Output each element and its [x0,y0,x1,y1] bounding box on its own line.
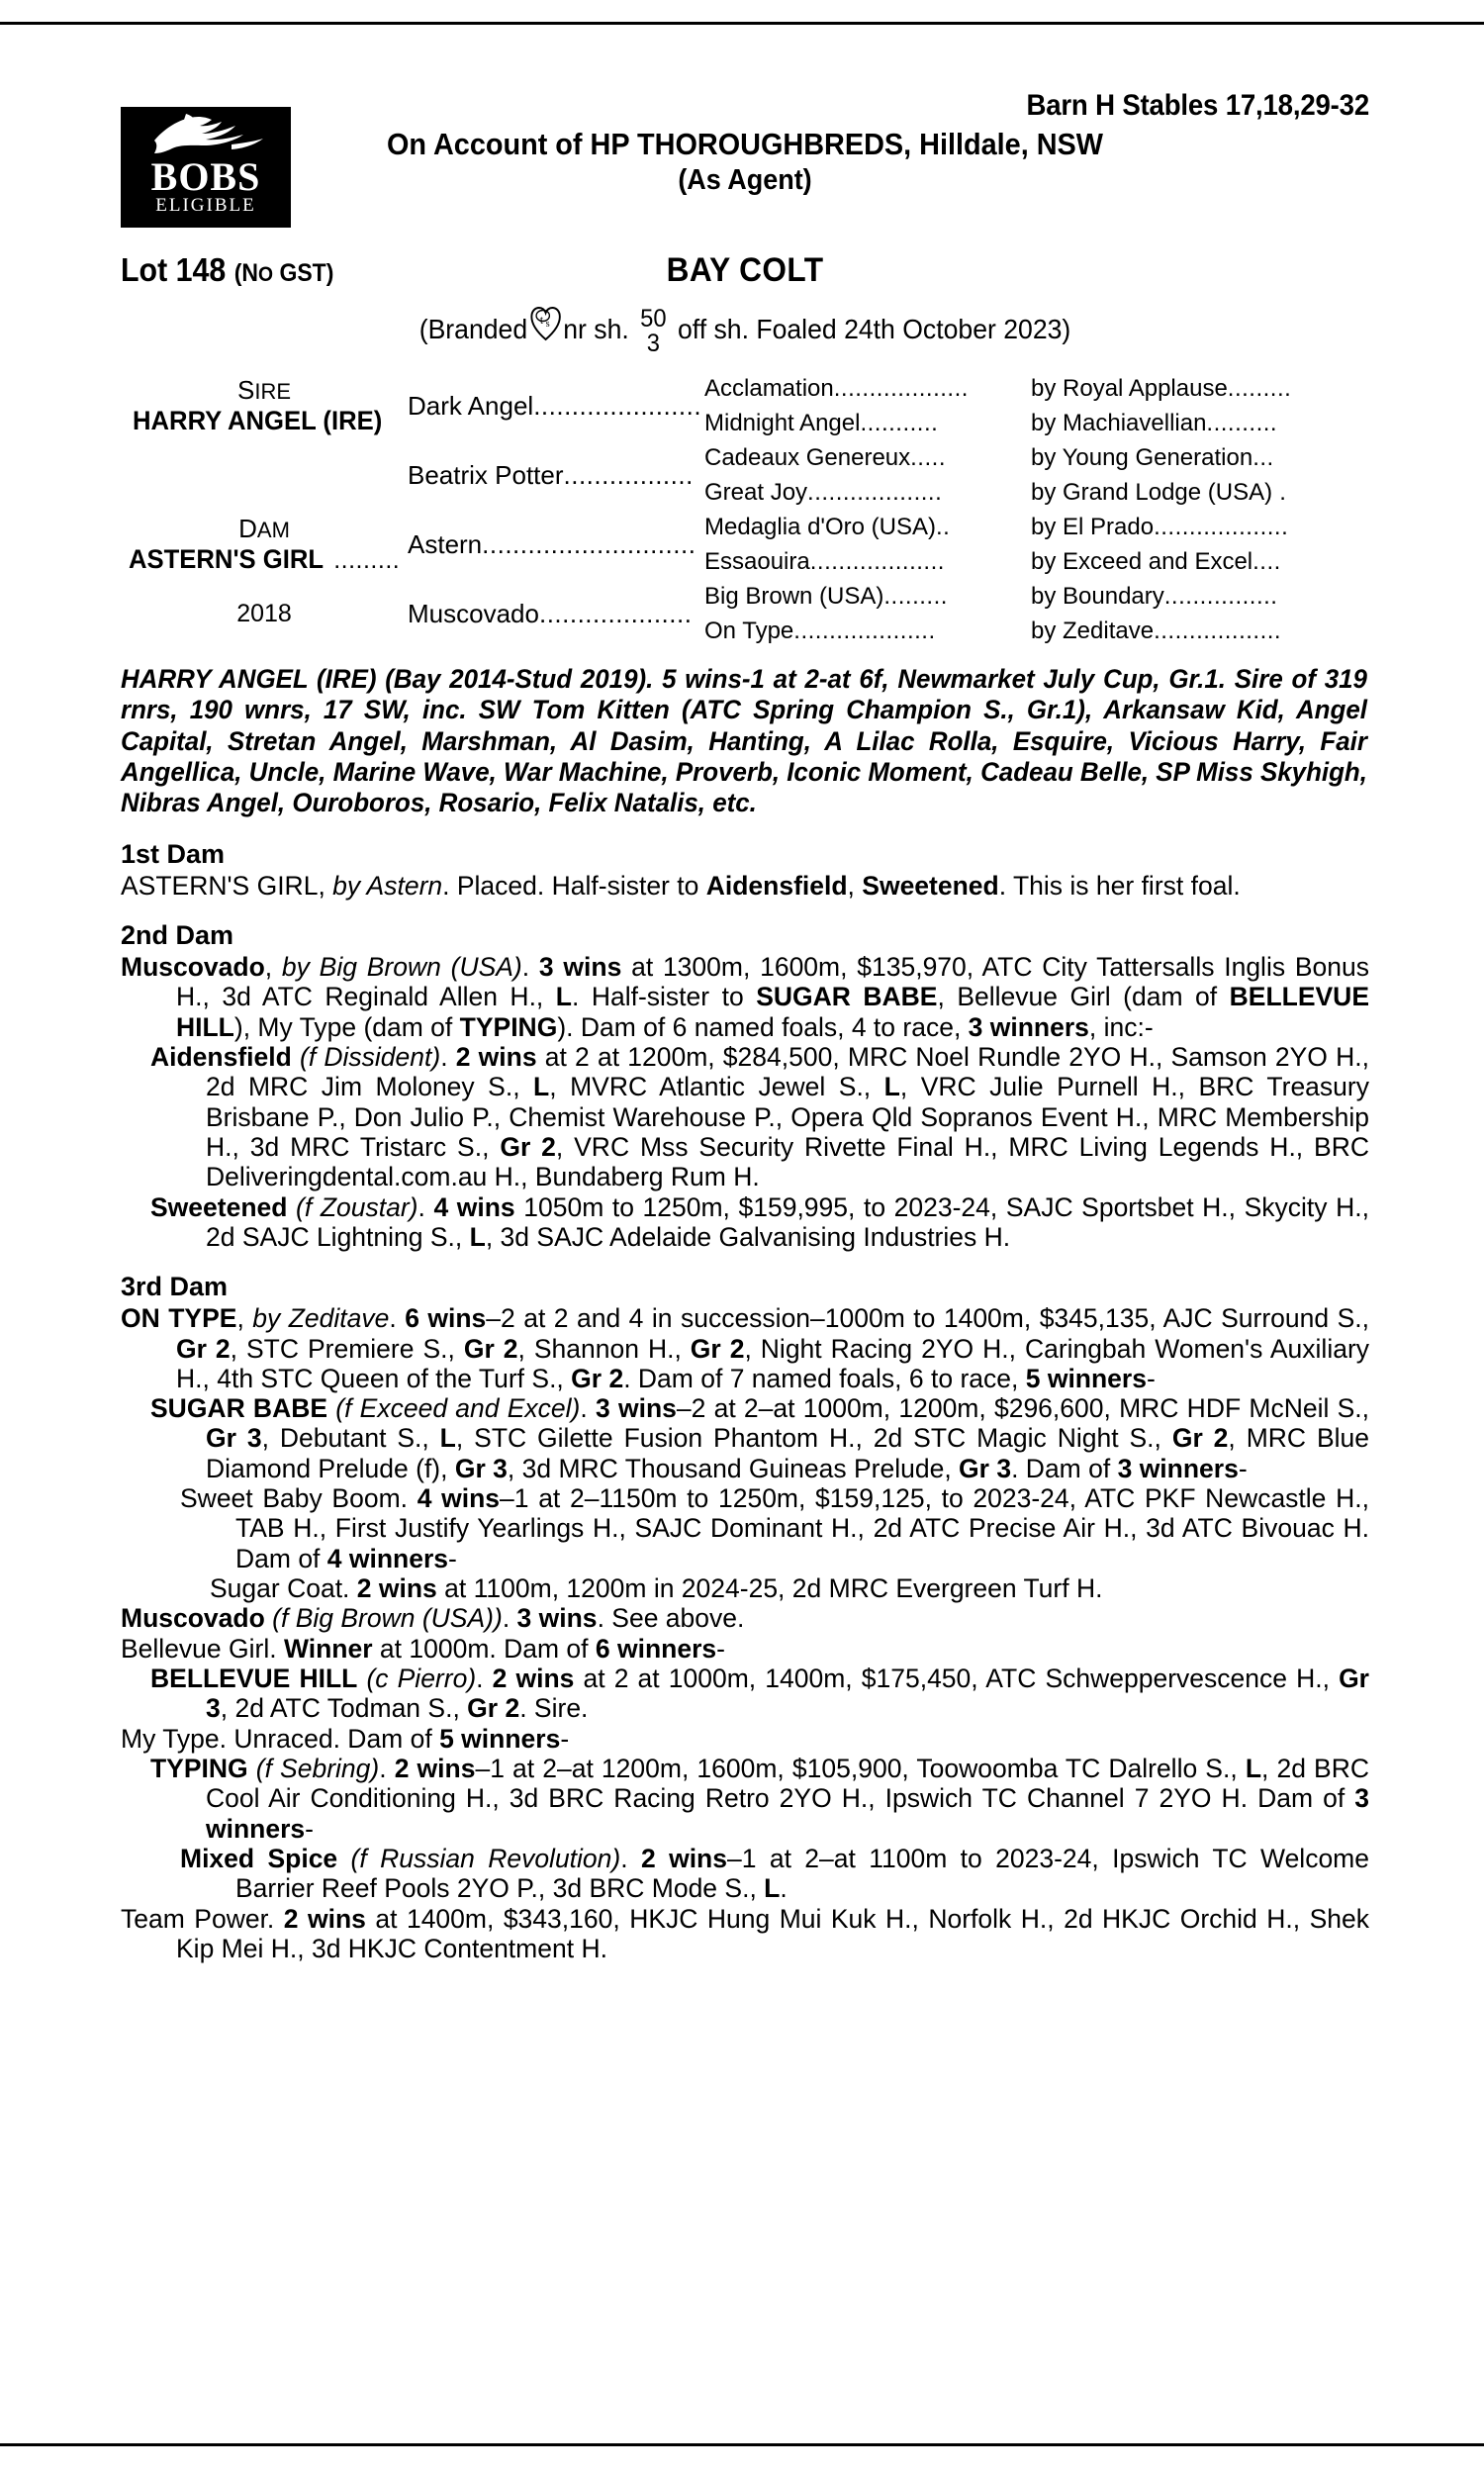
gen4-dots-8: .................. [1154,617,1282,644]
progeny-entry: My Type. Unraced. Dam of 5 winners- [121,1723,570,1754]
gen2-name-4: Muscovado [408,598,539,628]
progeny-name: Team Power. [121,1903,275,1934]
gen4-name-6: by Exceed and Excel [1031,547,1253,575]
barn-stables-line: Barn H Stables 17,18,29-32 [1026,89,1369,122]
gen4-cell-7 [1031,579,1369,614]
progeny-entry: Sweet Baby Boom. 4 wins–1 at 2–1150m to 1250m, $159,125, to 2023-24, ATC PKF Newcastle H., TAB H., First Justify Yearlings H., SAJC Dominant H., 2d ATC Precise Air H., 3d ATC Bivouac H. Dam of 4 winners- [180,1483,1369,1573]
dam-sire: by Big Brown (USA) [281,951,522,982]
progeny-entry: Bellevue Girl. Winner at 1000m. Dam of 6 winners- [121,1633,725,1664]
emphasis-token: L [469,1221,486,1252]
gen4-cell-8 [1031,614,1369,648]
progeny-sire: (f Sebring) [255,1754,380,1784]
dam-name-wrap [121,544,408,575]
progeny-name: Aidensfield [150,1041,292,1072]
gen3-cell-6 [704,544,1031,579]
gen2-cell-1 [408,371,704,440]
wins-count: Winner [283,1633,373,1664]
dam-name: ASTERN'S GIRL [128,544,324,574]
third-dam-progeny-list [121,1393,1369,1963]
emphasis-token: Gr 2 [500,1131,556,1162]
dam-label: DAM [238,514,290,543]
emphasis-token: Gr 2 [467,1693,520,1724]
progeny-entry: Sweetened (f Zoustar). 4 wins 1050m to 1250m, $159,995, to 2023-24, SAJC Sportsbet H., Skycity H., 2d SAJC Lightning S., L, 3d SAJC Adelaide Galvanising Industries H. [150,1191,1369,1252]
gen3-name-2: Midnight Angel [704,409,861,436]
emphasis-token: Gr 3 [959,1453,1012,1483]
gen3-dots-6: ................... [809,547,945,575]
brand-mid: nr sh. [563,313,629,344]
gen4-dots-2: .......... [1206,409,1278,436]
relative-name: Aidensfield [705,870,848,901]
gen2-cell-4 [408,579,704,648]
emphasis-token: L [439,1423,456,1454]
gen2-dots-3: ............................ [482,528,696,559]
dam-name: ON TYPE [121,1303,237,1334]
gen4-dots-1: ......... [1227,374,1292,402]
progeny-entry: Aidensfield (f Dissident). 2 wins at 2 at 1200m, $284,500, MRC Noel Rundle 2YO H., Samson 2YO H., 2d MRC Jim Moloney S., L, MVRC Atlantic Jewel S., L, VRC Julie Purnell H., BRC Treasury Brisbane P., Don Julio P., Chemist Warehouse P., Opera Qld Sopranos Event H., MRC Membership H., 3d MRC Tristarc S., Gr 2, VRC Mss Security Rivette Final H., MRC Living Legends H., BRC Deliveringdental.com.au H., Bundaberg Rum H. [150,1041,1370,1192]
grade-marker: Gr 2 [463,1333,518,1364]
gen4-cell-2 [1031,406,1369,440]
wins-count: 2 wins [455,1041,537,1072]
pedigree-table [121,371,1369,648]
relative-name: BELLEVUE HILL [176,982,1369,1042]
progeny-name: Muscovado [121,1603,265,1634]
relative-name: SUGAR BABE [756,982,938,1012]
progeny-entry: TYPING (f Sebring). 2 wins–1 at 2–at 1200m, 1600m, $105,900, Toowoomba TC Dalrello S., L, 2d BRC Cool Air Conditioning H., 3d BRC Racing Retro 2YO H., Ipswich TC Channel 7 2YO H. Dam of 3 winners- [150,1754,1369,1844]
gen3-cell-2 [704,406,1031,440]
progeny-name: BELLEVUE HILL [150,1664,358,1694]
gen3-dots-3: ..... [910,443,946,471]
lot-line [121,251,1369,299]
gen3-dots-2: ........... [860,409,939,436]
wins-count: Unraced. [233,1723,340,1754]
bottom-rule [0,2443,1484,2446]
gen3-cell-4 [704,475,1031,510]
gen2-cell-2 [408,440,704,510]
second-dam-header: 2nd Dam [121,919,234,950]
sire-description: HARRY ANGEL (IRE) (Bay 2014-Stud 2019). 5 wins-1 at 2-at 6f, Newmarket July Cup, Gr.1. Sire of 319 rnrs, 190 wnrs, 17 SW, inc. SW Tom Kitten (ATC Spring Champion S., Gr.1), Arkansaw Kid, Angel Capital, Stretan Angel, Marshman, Al Dasim, Hanting, A Lilac Rolla, Esquire, Vicious Harry, Fair Angellica, Uncle, Marine Wave, War Machine, Proverb, Iconic Moment, Cadeau Belle, SP Miss Skyhigh, Nibras Angel, Ouroboros, Rosario, Felix Natalis, etc. [121,664,1367,818]
agent-line: (As Agent) [678,164,812,196]
progeny-entry: BELLEVUE HILL (c Pierro). 2 wins at 2 at 1000m, 1400m, $175,450, ATC Schweppervescence H., Gr 3, 2d ATC Todman S., Gr 2. Sire. [150,1664,1369,1724]
gen4-cell-6 [1031,544,1369,579]
ts-heart-brand-icon [529,305,561,342]
sire-label: SIRE [236,375,292,405]
gen3-name-8: On Type [704,617,794,644]
progeny-name: TYPING [150,1754,248,1784]
gen4-name-3: by Young Generation [1031,443,1253,471]
listed-marker: L [555,982,572,1012]
dam-sire: by Zeditave [252,1303,390,1334]
gen4-name-2: by Machiavellian [1031,409,1207,436]
gen3-dots-5: .. [936,513,951,540]
wins-count: 3 wins [516,1603,598,1634]
account-line: On Account of HP THOROUGHBREDS, Hilldale, NSW [386,127,1103,161]
gen3-name-3: Cadeaux Genereux [704,443,911,471]
progeny-name: Bellevue Girl. [121,1633,277,1664]
winners-count: 5 winners [1025,1363,1147,1393]
grade-marker: Gr 2 [176,1333,231,1364]
progeny-name: Sweet Baby Boom. [180,1483,409,1514]
gen3-dots-1: ................... [833,374,969,402]
wins-count: 3 wins [596,1393,677,1424]
grade-marker: Gr 2 [571,1363,624,1393]
emphasis-token: L [533,1072,550,1102]
emphasis-token: Gr 3 [206,1664,1369,1724]
brand-number-bottom: 3 [646,329,660,357]
gen3-cell-1 [704,371,1031,406]
wins-count: 2 wins [283,1903,366,1934]
dam-cell [121,510,408,579]
gen3-name-7: Big Brown (USA) [704,582,884,610]
dam-name: ASTERN'S GIRL [121,870,319,901]
third-dam-entry: ON TYPE, by Zeditave. 6 wins–2 at 2 and 4 in succession–1000m to 1400m, $345,135, AJC Surround S., Gr 2, STC Premiere S., Gr 2, Shannon H., Gr 2, Night Racing 2YO H., Caringbah Women's Auxiliary H., 4th STC Queen of the Turf S., Gr 2. Dam of 7 named foals, 6 to race, 5 winners- [121,1303,1370,1393]
svg-text:t: t [539,313,543,327]
gen2-dots-2: ................. [563,459,694,490]
progeny-name: My Type. [121,1723,228,1754]
progeny-name: SUGAR BABE [150,1393,328,1424]
gen3-name-6: Essaouira [704,547,810,575]
gen2-dots-4: .................... [538,598,693,628]
gen4-dots-7: ................ [1163,582,1278,610]
gen4-name-1: by Royal Applause [1031,374,1228,402]
progeny-sire: (c Pierro) [366,1664,477,1694]
sire-cell [121,371,408,440]
gen2-name-2: Beatrix Potter [408,459,564,490]
emphasis-token: L [1245,1754,1261,1784]
grade-marker: Gr 2 [690,1333,745,1364]
progeny-sire: (f Russian Revolution) [350,1844,621,1874]
progeny-entry: Sugar Coat. 2 wins at 1100m, 1200m in 2024-25, 2d MRC Evergreen Turf H. [210,1573,1103,1604]
progeny-name: Sugar Coat. [210,1573,350,1604]
gen2-name-1: Dark Angel [408,390,534,421]
page-header [121,89,1369,238]
emphasis-token: 6 winners [595,1633,717,1664]
sire-name: HARRY ANGEL (IRE) [133,406,383,435]
brand-prefix: (Branded [418,313,528,344]
emphasis-token: 4 winners [326,1543,449,1573]
second-dam-entry: Muscovado, by Big Brown (USA). 3 wins at 1300m, 1600m, $135,970, ATC City Tattersalls Inglis Bonus H., 3d ATC Reginald Allen H., L. Half-sister to SUGAR BABE, Bellevue Girl (dam of BELLEVUE HILL), My Type (dam of TYPING). Dam of 6 named foals, 4 to race, 3 winners, inc:- [121,951,1369,1042]
emphasis-token: L [764,1873,781,1904]
gen4-dots-6: .... [1252,547,1281,575]
logo-title: BOBS [150,154,261,199]
emphasis-token: 3 winners [206,1783,1369,1844]
gen2-cell-3 [408,510,704,579]
gen2-name-3: Astern [408,528,483,559]
gen4-cell-3 [1031,440,1369,475]
gen4-dots-4: . [1272,478,1287,506]
gen4-name-5: by El Prado [1031,513,1155,540]
winners-count: 3 winners [968,1011,1089,1042]
emphasis-token: 3 winners [1117,1453,1239,1483]
progeny-sire: (f Big Brown (USA)) [272,1603,503,1634]
header-right [121,89,1369,123]
brand-number-stack [640,307,666,355]
gen4-name-4: by Grand Lodge (USA) [1031,478,1273,506]
gen3-name-4: Great Joy [704,478,808,506]
gen3-dots-4: ................... [807,478,943,506]
logo-subtitle: ELIGIBLE [155,195,256,216]
brand-number-top: 50 [640,305,667,333]
gen3-cell-7 [704,579,1031,614]
progeny-entry: Team Power. 2 wins at 1400m, $343,160, HKJC Hung Mui Kuk H., Norfolk H., 2d HKJC Orchid H., Shek Kip Mei H., 3d HKJC Contentment H. [121,1903,1369,1964]
relative-name: TYPING [459,1011,558,1042]
wins-count: 4 wins [417,1483,501,1514]
progeny-sire: (f Dissident) [300,1041,441,1072]
gen4-cell-5 [1031,510,1369,544]
progeny-name: Mixed Spice [180,1844,338,1874]
dam-sire: by Astern [332,870,443,901]
progeny-entry: Muscovado (f Big Brown (USA)). 3 wins. See above. [121,1603,745,1634]
dam-dots: ......... [333,546,401,574]
first-dam-header: 1st Dam [121,838,226,869]
gen3-dots-7: ......... [883,582,948,610]
gen3-dots-8: .................... [793,617,936,644]
progeny-sire: (f Zoustar) [296,1191,418,1222]
gen4-name-8: by Zeditave [1031,617,1155,644]
wins-count: 2 wins [356,1573,437,1604]
gen3-cell-5 [704,510,1031,544]
relative-name: Sweetened [862,870,999,901]
progeny-sire: (f Exceed and Excel) [335,1393,581,1424]
gen3-name-1: Acclamation [704,374,834,402]
gen2-dots-1: ...................... [533,390,702,421]
emphasis-token: 5 winners [439,1723,561,1754]
brand-suffix: off sh. Foaled 24th October 2023) [677,313,1071,344]
top-rule [0,22,1484,25]
lot-gst-note: (NO GST) [233,259,334,287]
gen4-dots-5: ................... [1154,513,1289,540]
lot-number-text: Lot 148 [121,251,227,288]
emphasis-token: Gr 3 [206,1423,262,1454]
wins-count: 2 wins [394,1754,476,1784]
wins-count: 3 wins [538,951,622,982]
gen3-cell-8 [704,614,1031,648]
progeny-name: Sweetened [150,1191,288,1222]
third-dam-header: 3rd Dam [121,1272,229,1302]
gen3-name-5: Medaglia d'Oro (USA) [704,513,936,540]
progeny-entry: Mixed Spice (f Russian Revolution). 2 wins–1 at 2–at 1100m to 2023-24, Ipswich TC Welcome Barrier Reef Pools 2YO P., 3d BRC Mode S., L. [180,1844,1369,1904]
first-dam-entry: ASTERN'S GIRL, by Astern. Placed. Half-sister to Aidensfield, Sweetened. This is her first foal. [121,870,1241,901]
emphasis-token: Gr 2 [1171,1423,1229,1454]
branding-line [152,305,1339,357]
gen3-cell-3 [704,440,1031,475]
wins-count: 6 wins [405,1303,487,1334]
dam-year: 2018 [236,599,292,627]
gen4-cell-4 [1031,475,1369,510]
emphasis-token: L [883,1072,900,1102]
svg-text:s: s [545,317,550,330]
wins-count: 2 wins [640,1844,727,1874]
gen4-dots-3: ... [1252,443,1274,471]
dam-name: Muscovado [121,951,265,982]
progeny-entry: SUGAR BABE (f Exceed and Excel). 3 wins–2 at 2–at 1000m, 1200m, $296,600, MRC HDF McNeil S., Gr 3, Debutant S., L, STC Gilette Fusion Phantom H., 2d STC Magic Night S., Gr 2, MRC Blue Diamond Prelude (f), Gr 3, 3d MRC Thousand Guineas Prelude, Gr 3. Dam of 3 winners- [150,1393,1370,1483]
gen4-name-7: by Boundary [1031,582,1164,610]
emphasis-token: Gr 3 [454,1453,508,1483]
page-title: BAY COLT [666,251,824,289]
wins-count: 2 wins [492,1664,575,1694]
page-content [121,89,1369,1963]
wins-count: 4 wins [433,1191,515,1222]
gen4-cell-1 [1031,371,1369,406]
